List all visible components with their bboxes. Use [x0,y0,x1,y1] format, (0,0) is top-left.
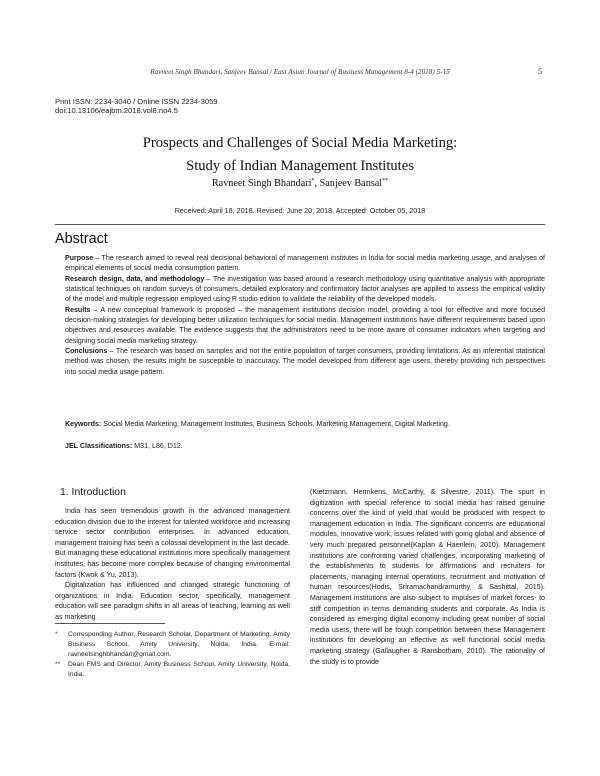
section-heading: 1. Introduction [60,487,126,498]
footnote [55,660,290,680]
keywords-label: Keywords: [65,420,102,428]
footnote-mark: * [55,631,58,638]
right-column [310,487,545,667]
conclusions-label: Conclusions [65,348,108,356]
results-label: Results [65,306,91,314]
keywords-text: Social Media Marketing, Management Institutes, Business Schools, Marketing Management, Digital Marketing. [101,420,450,428]
doi-line: doi:10.13106/eajbm.2018.vol8.no4.5 [55,106,178,116]
footnote [55,630,290,660]
footnote-text: Dean FMS and Director, Amity Business School, Amity University, Noida, India. [68,660,290,678]
intro-paragraph-continued: (Kietzmann, Hermkens, McCarthy, & Silvestre, 2011). The spurt in digitization with special reference to social media has raised genuine concerns over the kind of yield that would be produced with respect to management education in India. The significant concerns are educational modules, innovative work, issues related with going global and absence of very much prepared personnel(Kaplan & Haenlein, 2010). Management institutions are confronting varied challenges, incorporating marketing of the establishments to students for affirmations and recruiters for placements, managing internal operations, recruitment and motivation of human resources(Hodis, Sriramachandramurthy, & Sashittal, 2015). Management institutions are also subject to impulses of market forces- to stiff competition in terms demanding students and corporate. As India is considered as emerging digital economy including great number of social media users, there will be tough competition between these Management institutions for developing an effective as well functional social media marketing strategy (Gallaugher & Ransbotham, 2010). The rationality of the study is to provide [310,488,545,666]
footnotes [55,630,290,680]
title-line-1: Prospects and Challenges of Social Media Marketing: [142,135,458,151]
page-number: 5 [538,67,542,76]
running-header: Ravneet Singh Bhandari, Sanjeev Bansal / East Asian Journal of Business Management 8-4 (2018) 5-15 [150,68,450,76]
abstract-design [65,275,545,306]
abstract-results [65,306,545,347]
footnote-text: Corresponding Author, Research Scholar, Department of Marketing, Amity Business School, Amity University, Noida, India. E-mail: ravneetsinghbhandari@gmail.com. [68,631,290,658]
keywords [65,420,545,428]
design-text: – The investigation was based around a research methodology using quantitative analysis with appropriate statistical techniques on random surveys of consumers, detailed exploratory and confirmatory factor analyses are applied to assess the empirical validity of the model and multiple regression employed using R studio edition to validate the reliability of the developed models. [65,275,545,304]
header-divider [55,224,545,225]
left-column [55,506,290,623]
purpose-text: – The research aimed to reveal real decisional behavioral of management institutes in India for social media marketing usage, and analyses of empirical elements of social media consumption pattern. [65,255,545,273]
author-2-mark: ** [382,178,389,184]
abstract-body [65,254,545,378]
footnote-mark: ** [55,660,61,668]
jel-text: M31, L86, D12. [132,442,183,450]
jel-classifications [65,442,545,450]
jel-label: JEL Classifications: [65,442,133,450]
submission-dates: Received: April 18, 2018. Revised: June 20, 2018. Accepted: October 05, 2018 [174,206,426,215]
author-2: Sanjeev Bansal [319,178,383,189]
abstract-purpose [65,254,545,275]
intro-paragraph-1: India has seen tremendous growth in the advanced management education division due to the interest for talented workforce and increasing service sector contribution enterprises. In advanced education, management training has seen a colossal development in the last decade. But managing these educational institutions more specifically management institutes, has become more complex because of changing environmental factors (Kwok & Yu, 2013). [55,507,290,579]
issn-block [55,97,218,116]
author-1: Ravneet Singh Bhandari [211,178,312,189]
intro-paragraph-2: Digitalization has influenced and changed strategic functioning of organizations in India. Education sector, specifically, management education will see paradigm shifts in all areas of teaching, learning as well as marketing [55,581,290,621]
author-1-mark: * [311,178,315,184]
authors [0,178,600,189]
abstract-conclusions [65,347,545,378]
title-line-2: Study of Indian Management Institutes [186,158,414,174]
conclusions-text: – The research was based on samples and not the entire population of target consumers, providing limitations. As an inferential statistical method was chosen, the results might be susceptible to inaccuracy. The model developed from different age users, thereby providing rich perspectives into social media usage pattern. [65,348,545,376]
purpose-label: Purpose [65,255,94,262]
footnote-divider [55,623,165,624]
design-label: Research design, data, and methodology [65,275,205,283]
paper-title [0,132,600,178]
abstract-heading: Abstract [55,231,108,247]
author-separator: , [314,178,320,189]
issn-line: Print ISSN: 2234-3040 / Online ISSN 2234-3059 [55,97,218,106]
results-text: – A new conceptual framework is proposed – the management institutions decision model, providing a tool for effective and more focused decision-making strategies for developing better utilization techniques for social media. Management institutions have different requirements based upon objectives and resources available. The evidence suggests that the administrators need to be more aware of consumer indicators when targeting and designing social media marketing strategy. [65,306,545,345]
